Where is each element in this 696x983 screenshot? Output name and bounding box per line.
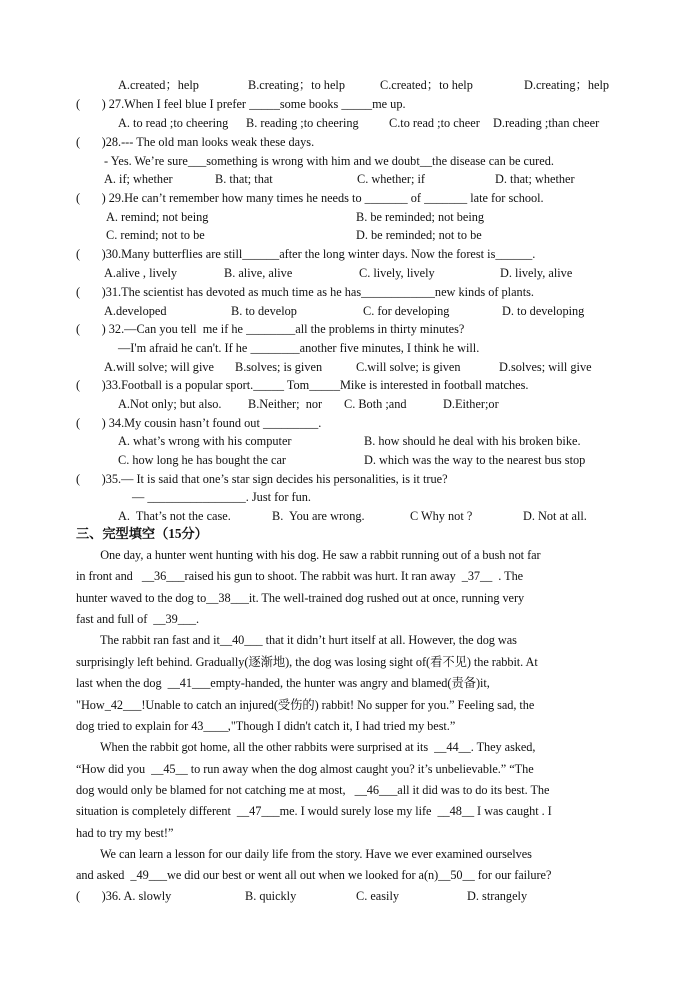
q32-stem: ( ) 32.—Can you tell me if he ________all the problems in thirty minutes? [76, 322, 465, 336]
passage-line: hunter waved to the dog to__38___it. The well-trained dog rushed out at once, running very [76, 591, 525, 605]
option-a: A. That’s not the case. [118, 509, 231, 523]
option-b: B. quickly [245, 889, 297, 903]
option-b: B. how should he deal with his broken bike. [364, 434, 581, 448]
option-a: A.created；help [118, 78, 199, 92]
option-c: C. lively, lively [359, 266, 435, 280]
q32-line2: —I'm afraid he can't. If he ________another five minutes, I think he will. [118, 341, 480, 355]
passage-line: situation is completely different __47___me. I would surely lose my life __48__ I was caught . I [76, 804, 552, 818]
q34-stem: ( ) 34.My cousin hasn’t found out _________. [76, 416, 322, 430]
option-b: B.creating；to help [248, 78, 345, 92]
passage-line: "How_42___!Unable to catch an injured(受伤的) rabbit! No supper for you.” Feeling sad, the [76, 698, 535, 712]
option-b: B. reading ;to cheering [246, 116, 359, 130]
option-a: A.will solve; will give [104, 360, 214, 374]
option-c: C Why not ? [410, 509, 473, 523]
option-a: A. if; whether [104, 172, 173, 186]
passage-line: and asked _49___we did our best or went all out when we looked for a(n)__50__ for our failure? [76, 868, 552, 882]
option-d: D. strangely [467, 889, 528, 903]
option-b: B. be reminded; not being [356, 210, 485, 224]
option-c: C. how long he has bought the car [118, 453, 287, 467]
option-c: C.created；to help [380, 78, 473, 92]
option-c: C. for developing [363, 304, 450, 318]
q28-line2: - Yes. We’re sure___something is wrong with him and we doubt__the disease can be cured. [104, 154, 554, 168]
option-d: D.creating；help [524, 78, 610, 92]
q35-line2: — ________________. Just for fun. [132, 490, 311, 504]
option-c: C. Both ;and [344, 397, 407, 411]
q30-stem: ( )30.Many butterflies are still______after the long winter days. Now the forest is______. [76, 247, 536, 261]
passage-line: last when the dog __41___empty-handed, the hunter was angry and blamed(责备)it, [76, 676, 490, 690]
option-b: B. You are wrong. [272, 509, 365, 523]
option-d: D.solves; will give [499, 360, 592, 374]
option-c: C. easily [356, 889, 400, 903]
option-d: D. which was the way to the nearest bus stop [364, 453, 586, 467]
option-d: D. lively, alive [500, 266, 573, 280]
option-d: D. be reminded; not to be [356, 228, 482, 242]
option-d: D.Either;or [443, 397, 499, 411]
q29-stem: ( ) 29.He can’t remember how many times he needs to _______ of _______ late for school. [76, 191, 544, 205]
q36-stem: ( )36. A. slowly [76, 889, 172, 903]
option-b: B.Neither; nor [248, 397, 323, 411]
option-d: D. Not at all. [523, 509, 587, 523]
option-a: A. to read ;to cheering [118, 116, 229, 130]
option-a: A. what’s wrong with his computer [118, 434, 292, 448]
option-a: A.alive , lively [104, 266, 178, 280]
passage-line: fast and full of __39___. [76, 612, 200, 626]
option-d: D. that; whether [495, 172, 575, 186]
option-c: C. whether; if [357, 172, 425, 186]
passage-line: We can learn a lesson for our daily life from the story. Have we ever examined ourselves [76, 847, 532, 861]
passage-line: The rabbit ran fast and it__40___ that it didn’t hurt itself at all. However, the dog was [76, 633, 517, 647]
option-a: A. remind; not being [106, 210, 209, 224]
passage-line: “How did you __45__ to run away when the dog almost caught you? it’s unbelievable.” “The [76, 762, 534, 776]
option-b: B.solves; is given [235, 360, 323, 374]
option-b: B. alive, alive [224, 266, 293, 280]
passage-line: dog tried to explain for 43____,"Though I didn't catch it, I had tried my best.” [76, 719, 456, 733]
passage-line: One day, a hunter went hunting with his dog. He saw a rabbit running out of a bush not far [76, 548, 541, 562]
section-heading-cloze: 三、完型填空（15分） [76, 526, 208, 541]
option-d: D. to developing [502, 304, 585, 318]
option-a: A.Not only; but also. [118, 397, 222, 411]
q27-stem: ( ) 27.When I feel blue I prefer _____some books _____me up. [76, 97, 406, 111]
option-c: C.to read ;to cheer [389, 116, 480, 130]
passage-line: surprisingly left behind. Gradually(逐渐地), the dog was losing sight of(看不见) the rabbit. At [76, 655, 538, 669]
q35-stem: ( )35.— It is said that one’s star sign decides his personalities, is it true? [76, 472, 448, 486]
q31-stem: ( )31.The scientist has devoted as much time as he has____________new kinds of plants. [76, 285, 534, 299]
option-c: C.will solve; is given [356, 360, 461, 374]
q33-stem: ( )33.Football is a popular sport._____ Tom_____Mike is interested in football matches. [76, 378, 529, 392]
option-c: C. remind; not to be [106, 228, 205, 242]
option-d: D.reading ;than cheer [493, 116, 600, 130]
option-a: A.developed [104, 304, 167, 318]
passage-line: in front and __36___raised his gun to shoot. The rabbit was hurt. It ran away _37__ . The [76, 569, 524, 583]
passage-line: had to try my best!” [76, 826, 174, 840]
passage-line: dog would only be blamed for not catching me at most, __46___all it did was to do its best. The [76, 783, 550, 797]
passage-line: When the rabbit got home, all the other rabbits were surprised at its __44__. They asked, [76, 740, 536, 754]
q28-stem: ( )28.--- The old man looks weak these days. [76, 135, 315, 149]
option-b: B. that; that [215, 172, 273, 186]
option-b: B. to develop [231, 304, 297, 318]
